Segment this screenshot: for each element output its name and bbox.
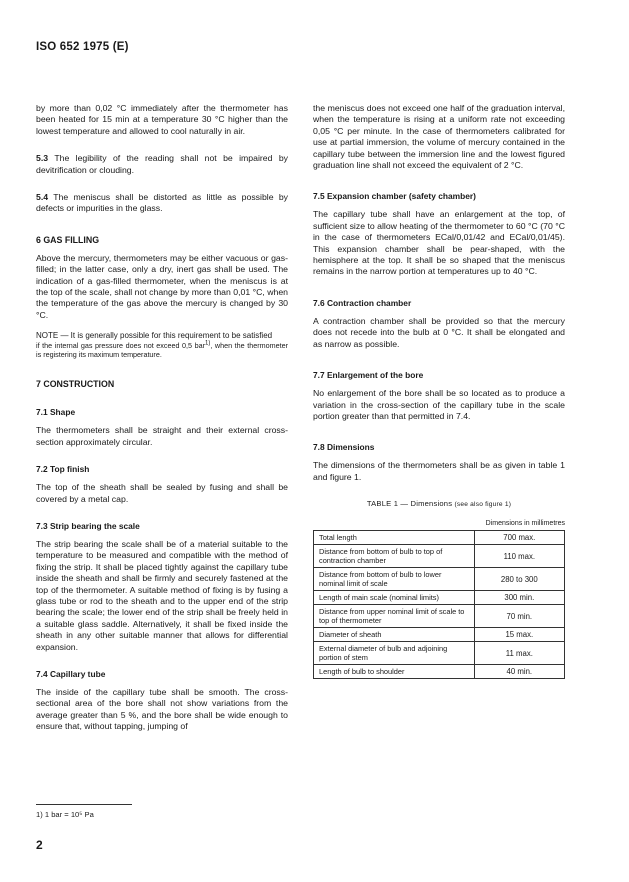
capillary-text: The inside of the capillary tube shall be smooth. The cross-sectional area of the bore shall not show variations from the average greater than 5 %, and the bore shall be wide enough to ensure that, without tapping, jumping of [36,686,288,732]
dimension-value: 110 max. [474,545,564,568]
section-5-3 [36,153,288,176]
table-row [314,665,565,679]
dimension-label: Distance from bottom of bulb to top of contraction chamber [314,545,475,568]
left-column [36,103,288,733]
dimension-value: 40 min. [474,665,564,679]
contraction-text: A contraction chamber shall be provided so that the mercury does not recede into the bulb at 0 °C. It shall be elongated and as narrow as possible. [313,315,565,349]
enlargement-text: No enlargement of the bore shall be so located as to produce a variation in the cross-section of the capillary tube in the scale portion greater than that permitted in 7.4. [313,388,565,421]
dimension-label: Distance from upper nominal limit of scale to top of thermometer [314,605,475,628]
section-5-4 [36,192,288,215]
standard-header: ISO 652 1975 (E) [36,41,129,53]
table-row [314,605,565,628]
strip-text: The strip bearing the scale shall be of a material suitable to the temperature to be measured and compatible with the method of fixing the strip. It shall be placed tightly against the capillary tube inside the sheath and shall be firmly and securely fastened at the top of the thermometer. A suitable method of fixing is by fusing a glass tube or rod to the sheath and to the upper end of the strip bearing the scale; the lower end of the strip shall be freely held in a suitable glass saddle. Alternatively, it shall be fixed inside the sheath in any other suitable manner that allows for differential expansion. [36,538,288,652]
note-line: NOTE — It is generally possible for this requirement to be satisfied [36,331,273,341]
gas-filling-note [36,331,288,359]
dimension-label: External diameter of bulb and adjoining portion of stem [314,642,475,665]
table-row [314,531,565,545]
dimension-value: 11 max. [474,642,564,665]
subsection-heading: 7.7 Enlargement of the bore [313,370,424,381]
table-reference: (see also figure 1) [454,501,512,509]
table-row [314,591,565,605]
subsection-heading: 7.6 Contraction chamber [313,297,412,308]
footnote-rule [36,804,132,805]
note-line [36,341,288,359]
dimension-value: 70 min. [474,605,564,628]
dimension-label: Total length [314,531,475,545]
dimension-label: Diameter of sheath [314,628,475,642]
table-row [314,545,565,568]
subsection-heading: 7.5 Expansion chamber (safety chamber) [313,191,476,202]
note-text: , when the thermometer is registering its maximum temperature. [36,341,288,360]
table-row [314,568,565,591]
section-text: The meniscus shall be distorted as little as possible by defects or impurities in the glass. [36,192,288,214]
footnote-ref: 1) [205,340,211,347]
footnote: 1) 1 bar = 10⁵ Pa [36,810,94,819]
dimension-value: 15 max. [474,628,564,642]
dimensions-text: The dimensions of the thermometers shall be as given in table 1 and figure 1. [313,460,565,482]
page-number: 2 [36,838,43,852]
subsection-heading: 7.4 Capillary tube [36,668,106,679]
table-title: TABLE 1 — Dimensions [366,499,453,509]
intro-paragraph: by more than 0,02 °C immediately after the thermometer has been heated for 15 min at a temperature 30 °C higher than the lowest temperature and allowed to cool naturally in air. [36,103,288,136]
top-finish-text: The top of the sheath shall be sealed by fusing and shall be covered by a metal cap. [36,482,288,504]
subsection-heading: 7.8 Dimensions [313,442,375,453]
shape-text: The thermometers shall be straight and their external cross-section approximately circular. [36,425,288,447]
expansion-text: The capillary tube shall have an enlargement at the top, of sufficient size to allow heating of the thermometer to 60 °C (70 °C in the case of thermometers ECal/0,01/42 and ECal/0,01/45). This expansion chamber shall be pear-shaped, with the hemisphere at the top. It shall be so shaped that the meniscus remains in the narrow portion at temperatures up to 40 °C. [313,209,565,277]
dimensions-table [313,530,565,679]
table-row [314,628,565,642]
subsection-heading: 7.2 Top finish [36,464,90,475]
dimension-value: 280 to 300 [474,568,564,591]
table-row [314,642,565,665]
dimension-label: Length of main scale (nominal limits) [314,591,475,605]
note-text: if the internal gas pressure does not exceed 0,5 bar [36,341,206,351]
continued-paragraph: the meniscus does not exceed one half of the graduation interval, when the temperature is rising at a uniform rate not exceeding 0,05 °C per minute. In the case of thermometers calibrated for use at partial immersion, the volume of mercury contained in the capillary tube between the immersion line and the lowest figured graduation line shall not exceed the equivalent of 2 °C. [313,103,565,171]
table-caption [313,499,565,508]
dimension-label: Distance from bottom of bulb to lower nominal limit of scale [314,568,475,591]
dimension-value: 300 min. [474,591,564,605]
subsection-heading: 7.1 Shape [36,407,76,418]
table-units: Dimensions in millimetres [485,520,565,528]
dimension-label: Length of bulb to shoulder [314,665,475,679]
right-column [313,103,565,679]
gas-filling-text: Above the mercury, thermometers may be either vacuous or gas-filled; in the latter case, only a dry, inert gas shall be used. The indication of a gas-filled thermometer, when the meniscus is at the top of the scale, shall not change by more than 0,01 °C, when the temperature of the gas above the mercury is changed by 30 °C. [36,252,288,320]
subsection-heading: 7.3 Strip bearing the scale [36,520,140,531]
section-text: The legibility of the reading shall not be impaired by devitrification or clouding. [36,153,289,175]
section-heading: 7 CONSTRUCTION [36,379,115,390]
section-number: 5.3 [36,153,49,164]
section-heading: 6 GAS FILLING [36,234,100,245]
section-number: 5.4 [36,192,49,203]
dimension-value: 700 max. [474,531,564,545]
